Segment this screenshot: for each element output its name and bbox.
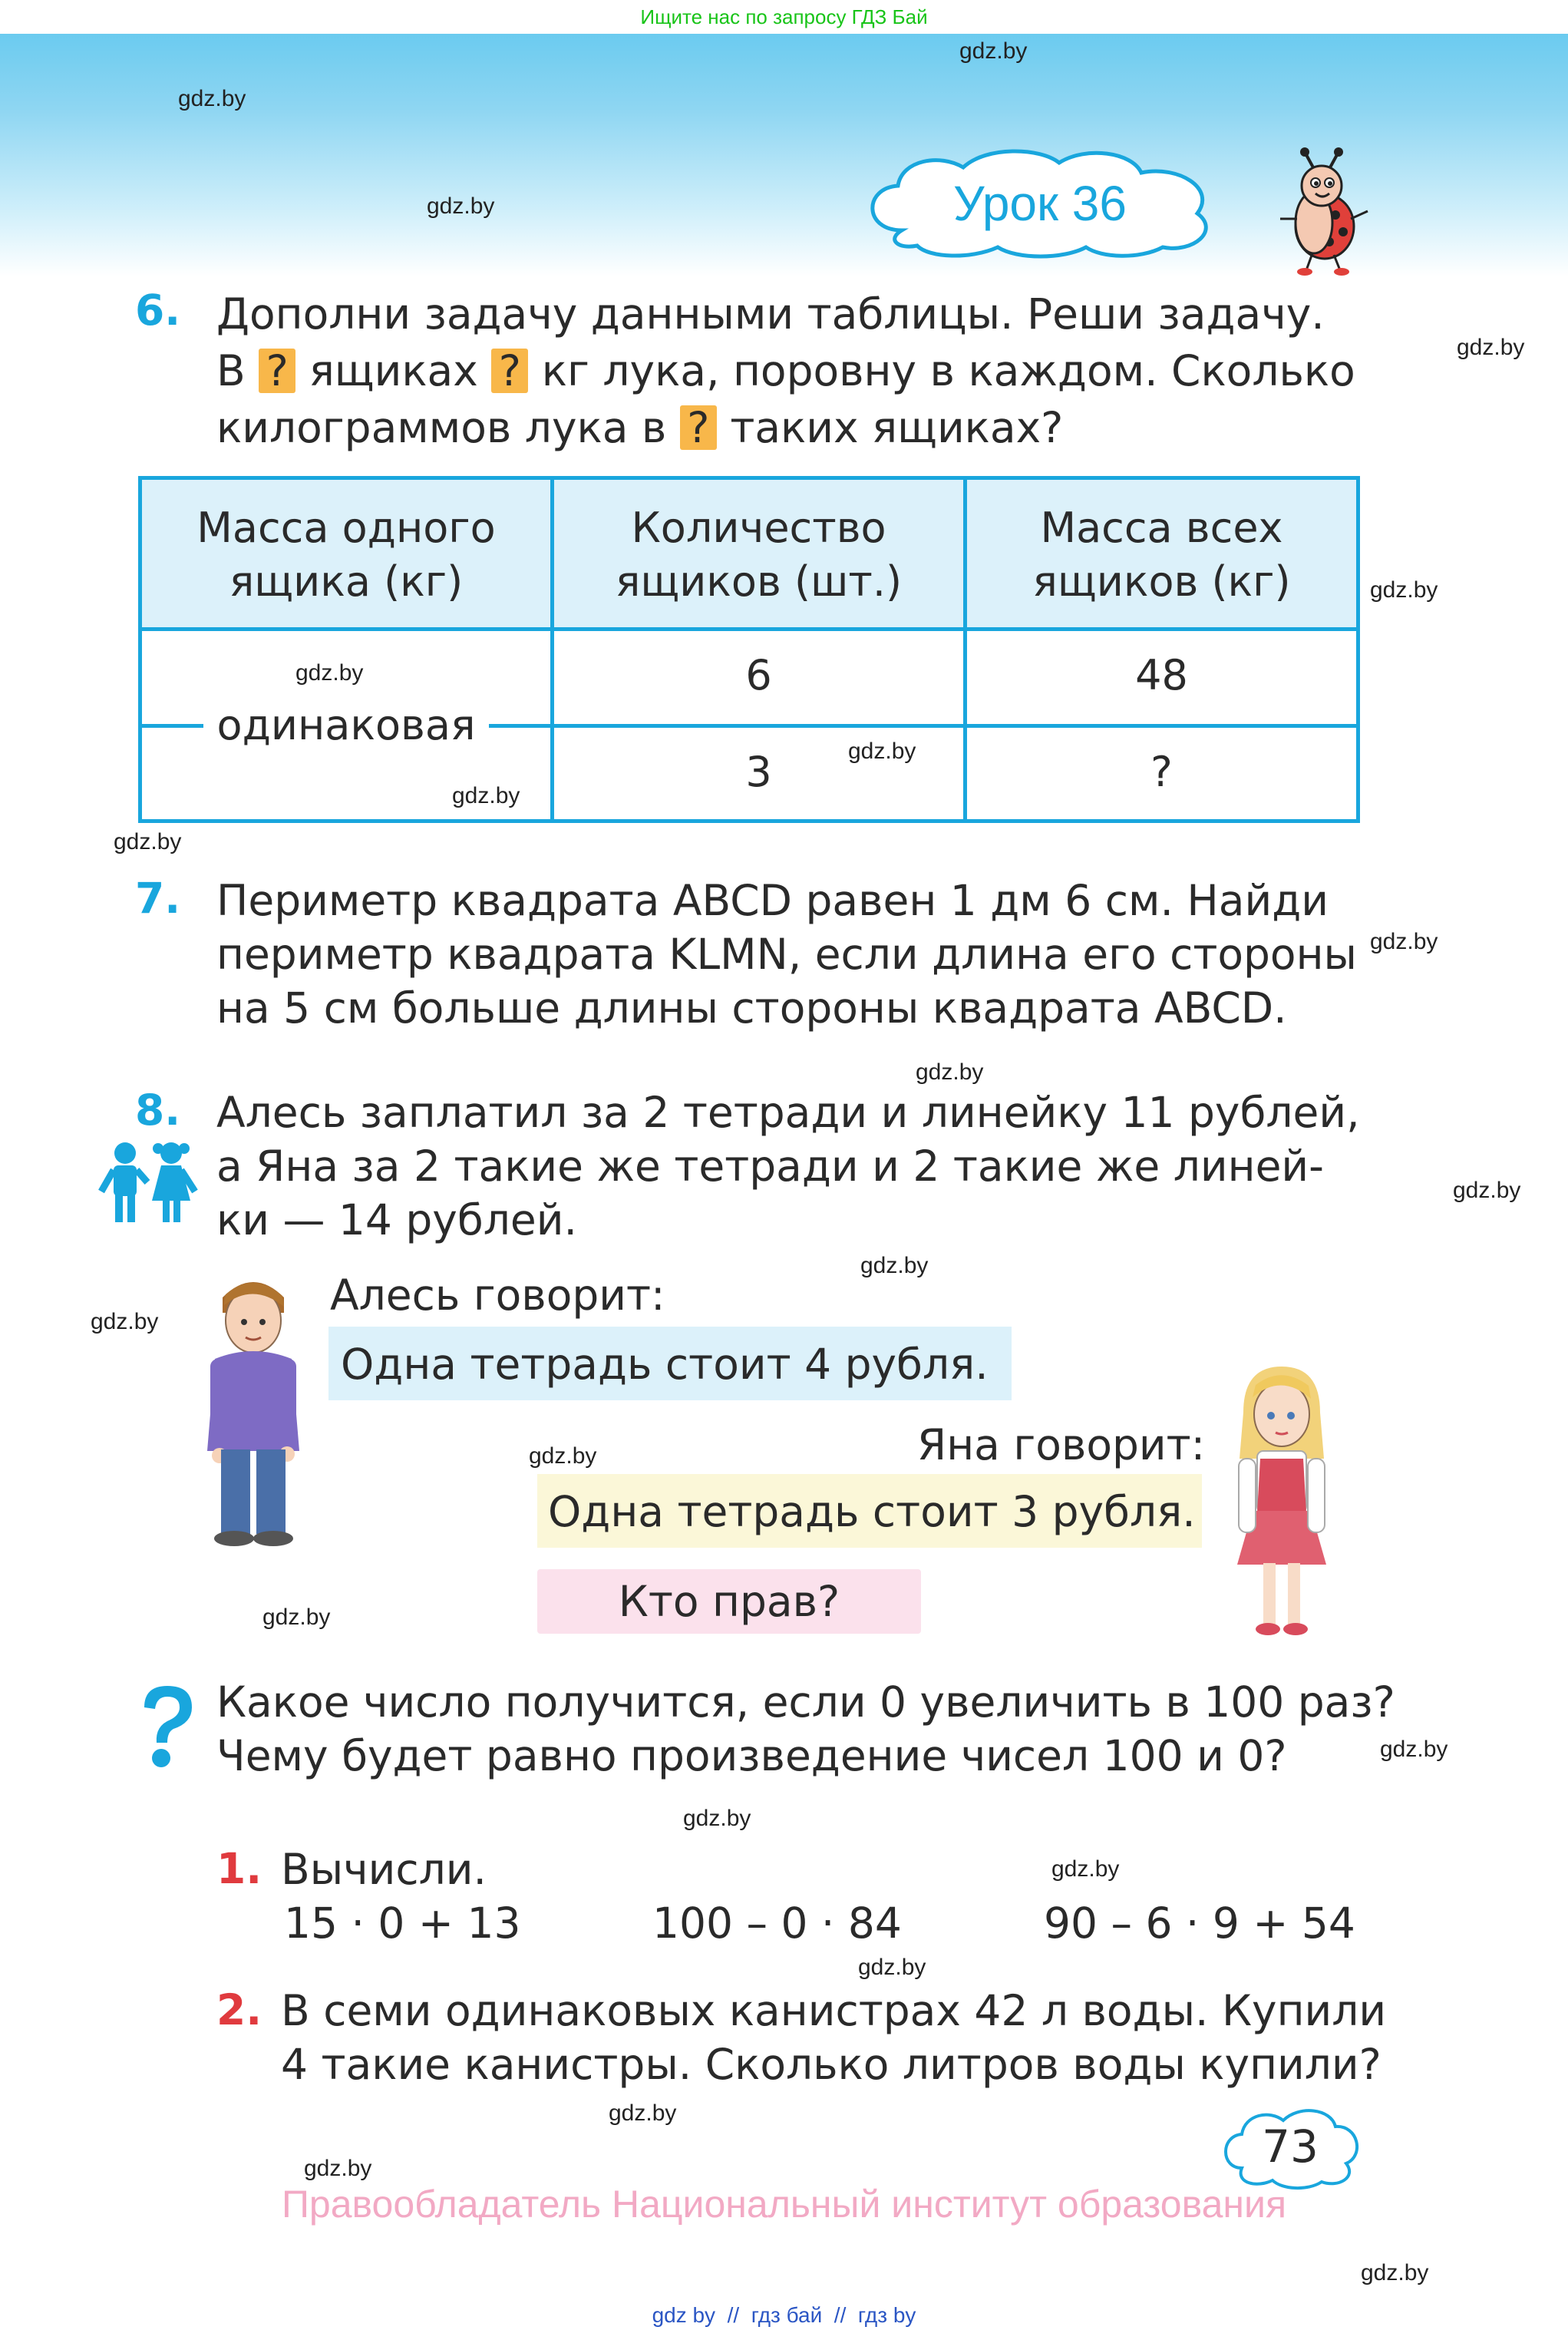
- expression: 90 – 6 · 9 + 54: [1044, 1899, 1355, 1948]
- task6-line1: Дополни задачу данными таблицы. Реши задачу.: [216, 289, 1325, 339]
- table-header-mass-all: Масса всех ящиков (кг): [1032, 504, 1291, 606]
- pair-work-icon: [98, 1139, 198, 1224]
- boy-ales-illustration: [192, 1267, 315, 1551]
- watermark: gdz.by: [1051, 1856, 1120, 1882]
- task6-line2-rest: кг лука, поровну в каждом. Сколько: [541, 346, 1355, 395]
- task6-word-v: В: [216, 346, 246, 395]
- home-task2-line: 4 такие канистры. Сколько литров воды купили?: [281, 2040, 1381, 2089]
- watermark: gdz.by: [427, 193, 495, 219]
- ales-bubble-text: Одна тетрадь стоит 4 рубля.: [341, 1340, 989, 1389]
- task6-number: 6.: [135, 286, 181, 335]
- table-header-count: Количество ящиков (шт.): [615, 504, 903, 606]
- question-text: Кто прав?: [618, 1577, 840, 1626]
- task6-line3-b: таких ящиках?: [730, 403, 1064, 452]
- question-line: Чему будет равно произведение чисел 100 и 0?: [216, 1731, 1287, 1780]
- watermark: gdz.by: [1361, 2260, 1429, 2285]
- expression: 100 – 0 · 84: [652, 1899, 902, 1948]
- watermark: gdz.by: [609, 2100, 677, 2126]
- unknown-marker: ?: [491, 349, 528, 393]
- watermark: gdz.by: [529, 1443, 597, 1469]
- watermark: gdz.by: [1370, 929, 1438, 954]
- watermark: gdz.by: [178, 86, 246, 111]
- task7-line: Периметр квадрата ABCD равен 1 дм 6 см. Найди: [216, 876, 1329, 925]
- top-banner[interactable]: Ищите нас по запросу ГДЗ Бай: [0, 0, 1568, 34]
- page-number: 73: [1262, 2120, 1319, 2173]
- task8-number: 8.: [135, 1086, 181, 1135]
- table-cell: ?: [1150, 748, 1173, 796]
- home-task2-line: В семи одинаковых канистрах 42 л воды. Купили: [281, 1986, 1387, 2035]
- watermark: gdz.by: [1370, 577, 1438, 603]
- watermark: gdz.by: [304, 2156, 372, 2181]
- table-cell-same: одинаковая: [216, 701, 476, 749]
- watermark: gdz.by: [1457, 335, 1525, 360]
- watermark: gdz.by: [1380, 1737, 1448, 1762]
- copyright: Правообладатель Национальный институт образования: [281, 2183, 1287, 2226]
- unknown-marker: ?: [680, 405, 717, 450]
- watermark: gdz.by: [683, 1806, 751, 1831]
- watermark: gdz.by: [295, 660, 364, 686]
- table-cell: 3: [745, 748, 772, 796]
- question-mark-icon: [130, 1681, 200, 1773]
- yana-bubble-text: Одна тетрадь стоит 3 рубля.: [548, 1487, 1196, 1536]
- task8-line: а Яна за 2 такие же тетради и 2 такие же линей-: [216, 1142, 1325, 1191]
- task6-line3-a: килограммов лука в: [216, 403, 667, 452]
- ladybug-icon: [1274, 146, 1374, 276]
- task8-line: ки — 14 рублей.: [216, 1195, 577, 1244]
- home-task1-title: Вычисли.: [281, 1845, 487, 1894]
- home-task2-number: 2.: [216, 1985, 262, 2034]
- table-cell: 6: [745, 651, 772, 699]
- footer-links[interactable]: gdz by // гдз бай // гдз by: [652, 2303, 916, 2327]
- ales-says-label: Алесь говорит:: [330, 1271, 665, 1320]
- watermark: gdz.by: [858, 1955, 926, 1980]
- task6-table: [138, 476, 1360, 823]
- task6-line3: [216, 399, 1063, 456]
- watermark: gdz.by: [860, 1253, 929, 1278]
- table-header-mass-one: Масса одного ящика (кг): [196, 504, 496, 606]
- watermark: gdz.by: [916, 1059, 984, 1085]
- watermark: gdz.by: [91, 1309, 159, 1334]
- task6-word-boxes: ящиках: [309, 346, 478, 395]
- unknown-marker: ?: [259, 349, 295, 393]
- watermark: gdz.by: [114, 829, 182, 854]
- question-line: Какое число получится, если 0 увеличить в 100 раз?: [216, 1677, 1395, 1727]
- girl-yana-illustration: [1213, 1359, 1343, 1643]
- home-task1-number: 1.: [216, 1844, 262, 1893]
- watermark: gdz.by: [959, 38, 1028, 64]
- watermark: gdz.by: [1453, 1178, 1521, 1203]
- task7-number: 7.: [135, 874, 181, 923]
- expression: 15 · 0 + 13: [284, 1899, 521, 1948]
- watermark: gdz.by: [848, 739, 916, 764]
- lesson-title: Урок 36: [953, 176, 1127, 231]
- yana-says-label: Яна говорит:: [917, 1420, 1206, 1469]
- task7-line: на 5 см больше длины стороны квадрата ABCD.: [216, 983, 1287, 1033]
- watermark: gdz.by: [452, 783, 520, 808]
- task7-line: периметр квадрата KLMN, если длина его стороны: [216, 930, 1357, 979]
- watermark: gdz.by: [262, 1605, 331, 1630]
- table-cell: 48: [1135, 651, 1188, 699]
- task6-line2: [216, 342, 1355, 399]
- task8-line: Алесь заплатил за 2 тетради и линейку 11 рублей,: [216, 1088, 1360, 1137]
